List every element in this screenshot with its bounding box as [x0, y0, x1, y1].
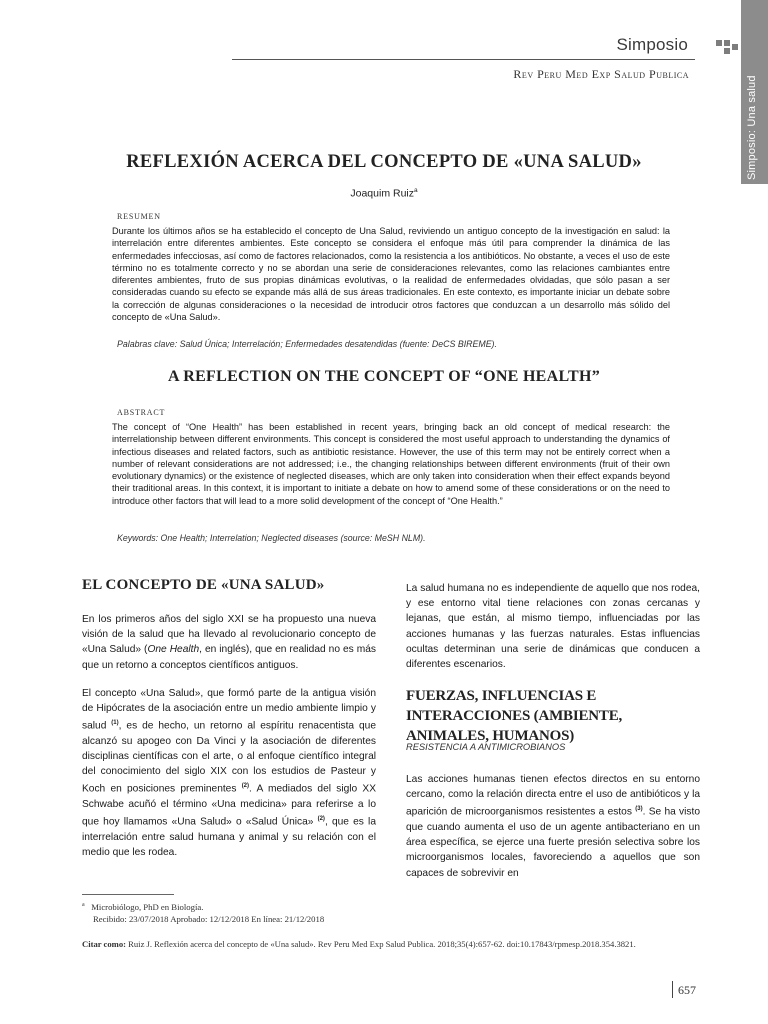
abstract-keywords: Keywords: One Health; Interrelation; Neglected diseases (source: MeSH NLM). [117, 533, 426, 543]
section-heading-fuerzas: FUERZAS, INFLUENCIAS E INTERACCIONES (AMBIENTE, ANIMALES, HUMANOS) [406, 688, 623, 744]
footnote-dates: Recibido: 23/07/2018 Aprobado: 12/12/2018 En línea: 21/12/2018 [93, 914, 325, 924]
paragraph-1: En los primeros años del siglo XXI se ha propuesto una nueva visión de la salud que ha llevado al revolucionario concepto de «Una Salud» (One Health, en inglés), que en realidad no es más que un retorno a conceptos científicos antiguos. [82, 614, 376, 671]
paragraph-3: La salud humana no es independiente de aquello que nos rodea, y ese entorno vital tiene relaciones con zonas cercanas y lejanas, que están, al mismo tiempo, influenciadas por las acciones humanas y las fuerzas naturales. Estas influencias ocultas determinan una serie de dinámicas que conducen a diferentes escenarios. [406, 583, 700, 671]
reference-2[interactable]: (2) [241, 783, 250, 790]
author [0, 187, 768, 200]
page-number-divider [672, 981, 673, 998]
paragraph-4: Las acciones humanas tienen efectos directos en su entorno cercano, como la relación directa entre el uso de antibióticos y la aparición de microorganismos resistentes a estos $^{(3)}$. Se ha visto que cuando aumenta el uso de un agente antibacteriano en un área específica, se ejerce una fuerte presión selectiva sobre los microorganismos locales, favoreciendo a aquellos que son capaces de sobrevivir en [406, 774, 701, 879]
reference-3[interactable]: (3) [635, 806, 643, 813]
resumen-text: Durante los últimos años se ha establecido el concepto de Una Salud, reviviendo un antiguo concepto de la investigación en salud: la interrelación entre diferentes ambientes. Este concepto se considera el enfoque más útil para comprender la dinámica de las enfermedades infecciosas, así como de factores relacionados, como la resistencia a los antibióticos. No obstante, a veces el uso de este término no es totalmente correcto y no se abordan una serie de consideraciones relevantes, como las relaciones cambiantes entre diferentes ambientes, fruto de sus propias dinámicas evolutivas, o la realidad de enfermedades olvidadas, que sólo pasan a ser consideradas cuando su efecto se expande más allá de sus áreas tradicionales. En este contexto, es importante iniciar un debate sobre la corrección de algunas consideraciones o la necesidad de introducir otros factores que conduzcan a un desarrollo más sólido del concepto de «Una Salud». [112, 226, 670, 323]
citation: Citar como: Ruiz J. Reflexión acerca del concepto de «Una salud». Rev Peru Med Exp Salud Publica. 2018;35(4):657-62. doi:10.17843/rpmesp.2018.354.3821. [82, 939, 636, 949]
right-column-top [406, 581, 700, 685]
resumen-keywords: Palabras clave: Salud Única; Interrelación; Enfermedades desatendidas (fuente: DeCS BIREME). [117, 339, 497, 349]
header-divider [232, 59, 695, 60]
footnote-affiliation: $^a$ Microbiólogo, PhD en Biología. [82, 902, 204, 912]
abstract-label: abstract [117, 406, 166, 418]
section-heading-concepto: EL CONCEPTO DE «UNA SALUD» [82, 577, 325, 593]
author-affiliation-mark: a [414, 187, 418, 194]
paragraph-2: El concepto «Una Salud», que formó parte de la antigua visión de Hipócrates de la asociación entre un medio ambiente limpio y salud $^{(1)}$, es de hecho, un retorno al espíritu renacentista que alcanzó su apogeo con Da Vinci y la asociación de diferentes disciplinas científicas con el arte, o al enfoque científico integral del conocimiento del siglo XIX con los estudios de Pasteur y Koch en posiciones preminentes $^{(2)}$. A mediados del siglo XX Schwabe acuñó el término «Una medicina» para referirse a lo que hoy llamamos «Una Salud» o «Salud Única» $^{(2)}$, que es la interrelación entre salud humana y animal y su relación con el medio que les rodea. [82, 687, 376, 859]
right-column-bottom [406, 772, 700, 894]
subsection-heading-resistencia: RESISTENCIA A ANTIMICROBIANOS [406, 742, 566, 752]
footnote-divider [82, 894, 174, 895]
reference-2b[interactable]: (2) [317, 816, 325, 823]
section-title: Simposio [616, 35, 688, 54]
reference-1[interactable]: (1) [111, 720, 119, 727]
side-tab-label: Simposio: Una salud [746, 75, 758, 180]
journal-name: Rev Peru Med Exp Salud Publica [513, 67, 689, 81]
article-title: REFLEXIÓN ACERCA DEL CONCEPTO DE «UNA SALUD» [126, 152, 642, 172]
left-column [82, 612, 376, 873]
resumen-label: resumen [117, 210, 161, 222]
page-number: 657 [678, 983, 696, 997]
author-name: Joaquim Ruiz [350, 187, 414, 200]
english-title: A REFLECTION ON THE CONCEPT OF “ONE HEALTH” [167, 368, 601, 385]
decorative-squares-icon [716, 40, 738, 54]
abstract-text: The concept of “One Health” has been established in recent years, bringing back an old concept of medical research: the interrelationship between different environments. This concept is considered the most useful approach to understanding the dynamics of infectious diseases and related factors, such as antibiotic resistance. However, the use of this term may not be entirely correct when a number of relevant considerations are not addressed; i.e., the changing relationships between different environments (fruit of their own evolutionary dynamics) or the existence of neglected diseases, which are only taken into consideration when their effect expands beyond their traditional areas. In this context, it is important to initiate a debate on how to amend some of these considerations or on the need to introduce other factors that will lead to a more solid development of the concept of “One Health.” [112, 422, 670, 506]
